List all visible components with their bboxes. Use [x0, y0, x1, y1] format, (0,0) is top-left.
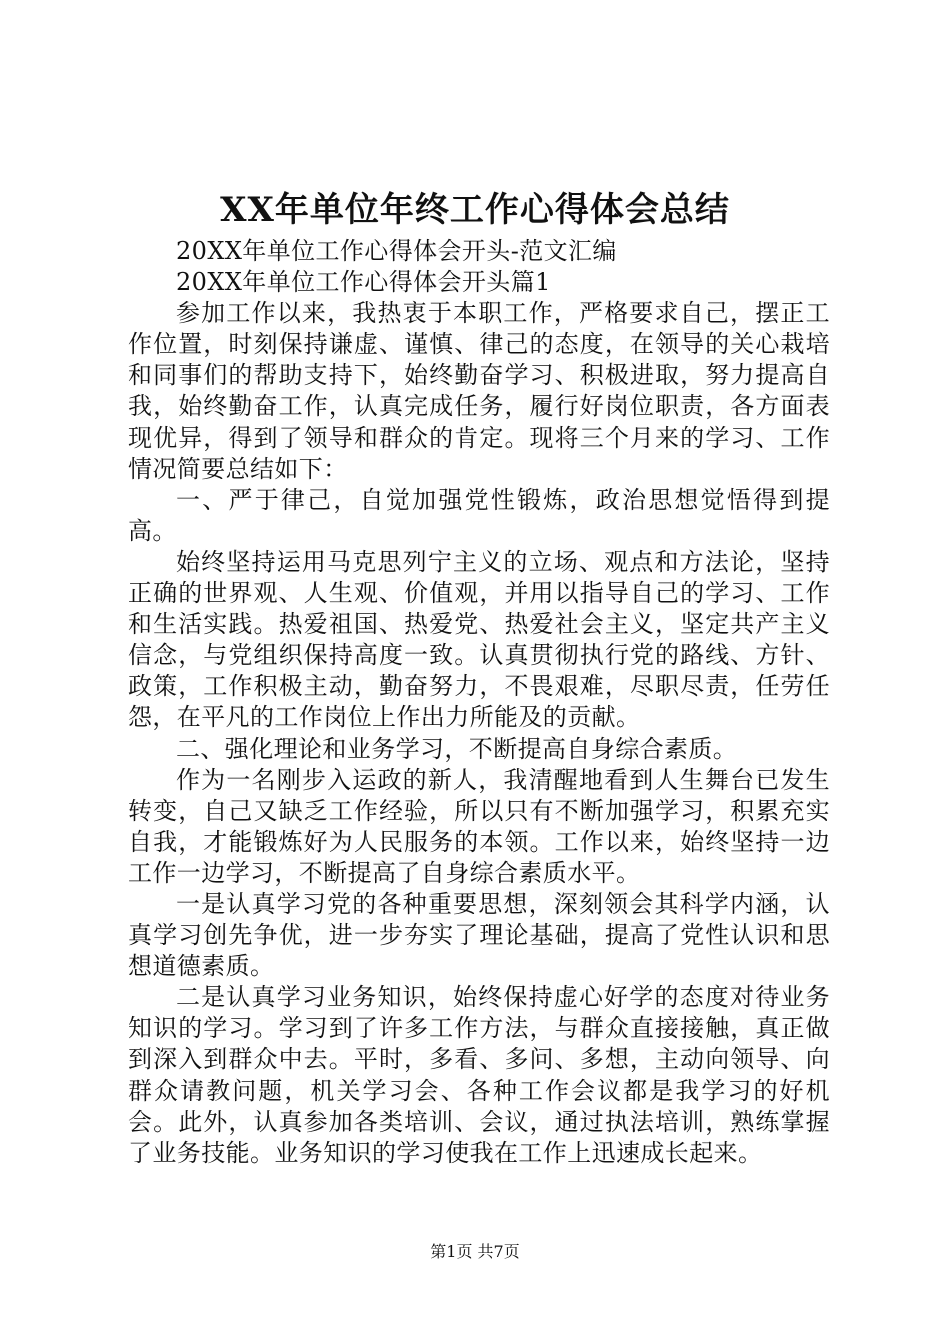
paragraph-point-2: 二是认真学习业务知识，始终保持虚心好学的态度对待业务知识的学习。学习到了许多工作方法，与群众直接接触，真正做到深入到群众中去。平时，多看、多问、多想，主动向领导、向群众请教问题，机关学习会、各种工作会议都是我学习的好机会。此外，认真参加各类培训、会议，通过执法培训，熟练掌握了业务技能。业务知识的学习使我在工作上迅速成长起来。	[128, 983, 830, 1167]
paragraph-point-1: 一是认真学习党的各种重要思想，深刻领会其科学内涵，认真学习创先争优，进一步夯实了理论基础，提高了党性认识和思想道德素质。	[128, 889, 830, 981]
section-heading-1: 一、严于律己，自觉加强党性锻炼，政治思想觉悟得到提高。	[128, 485, 830, 545]
document-title: XX年单位年终工作心得体会总结	[220, 190, 730, 230]
section-heading-2: 二、强化理论和业务学习，不断提高自身综合素质。	[176, 734, 738, 763]
paragraph-section-2: 作为一名刚步入运政的新人，我清醒地看到人生舞台已发生转变，自己又缺乏工作经验，所以只有不断加强学习，积累充实自我，才能锻炼好为人民服务的本领。工作以来，始终坚持一边工作一边学习，不断提高了自身综合素质水平。	[128, 765, 830, 887]
paragraph-section-1: 始终坚持运用马克思列宁主义的立场、观点和方法论，坚持正确的世界观、人生观、价值观，并用以指导自己的学习、工作和生活实践。热爱祖国、热爱党、热爱社会主义，坚定共产主义信念，与党组织保持高度一致。认真贯彻执行党的路线、方针、政策，工作积极主动，勤奋努力，不畏艰难，尽职尽责，任劳任怨，在平凡的工作岗位上作出力所能及的贡献。	[128, 547, 830, 732]
paragraph-intro: 参加工作以来，我热衷于本职工作，严格要求自己，摆正工作位置，时刻保持谦虚、谨慎、律己的态度，在领导的关心栽培和同事们的帮助支持下，始终勤奋学习、积极进取，努力提高自我，始终勤奋工作，认真完成任务，履行好岗位职责，各方面表现优异，得到了领导和群众的肯定。现将三个月来的学习、工作情况简要总结如下：	[128, 299, 830, 483]
paragraph-subtitle-1: 20XX年单位工作心得体会开头-范文汇编	[176, 237, 617, 265]
paragraph-subtitle-2: 20XX年单位工作心得体会开头篇1	[176, 268, 551, 297]
page-number-footer: 第1页 共7页	[430, 1242, 520, 1261]
document-body	[128, 236, 830, 1169]
